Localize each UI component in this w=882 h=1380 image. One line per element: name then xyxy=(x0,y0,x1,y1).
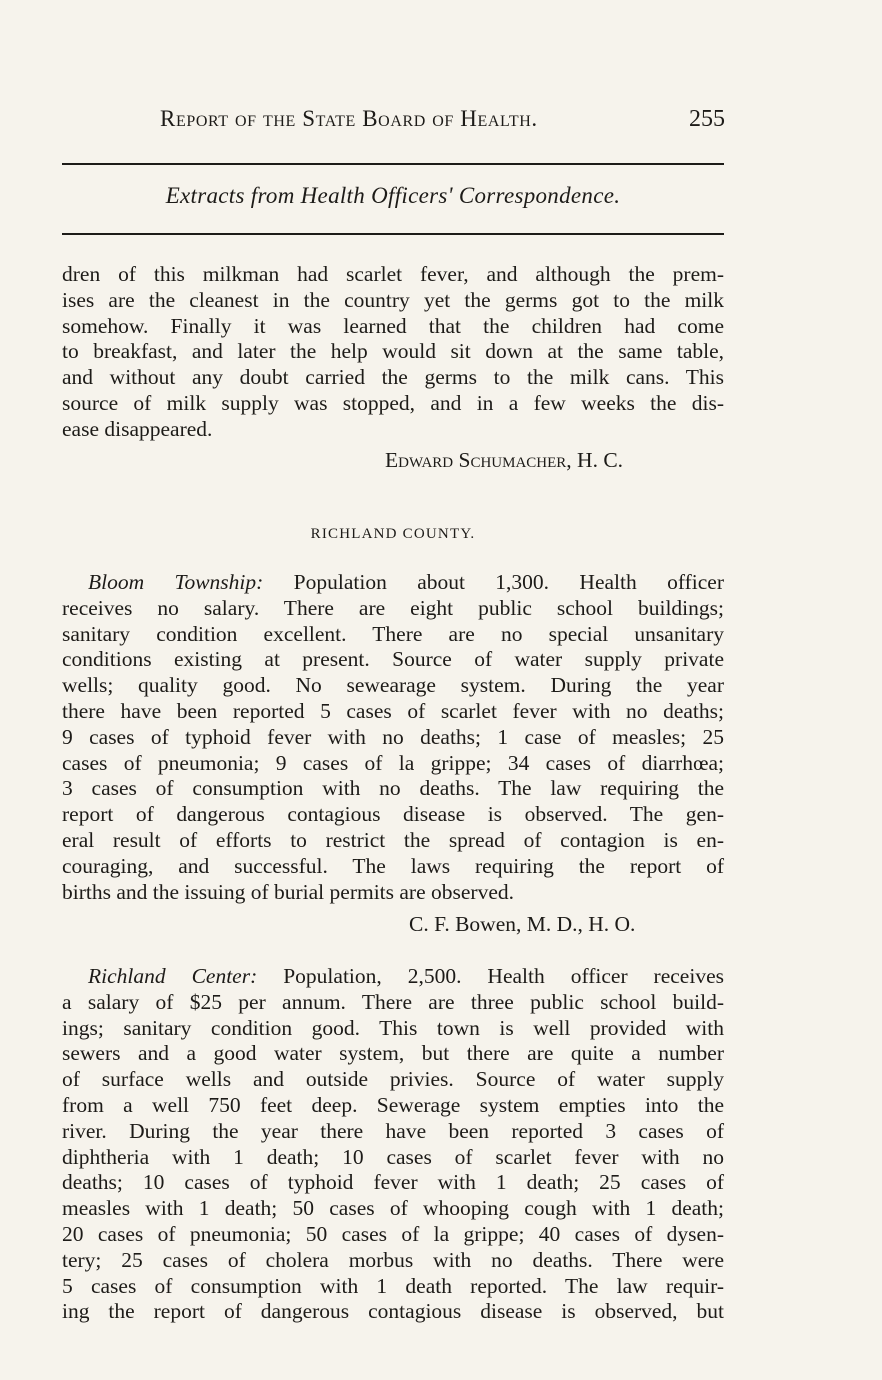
bloom-township-paragraph xyxy=(62,570,724,905)
text-line: river. During the year there have been reported 3 cases of xyxy=(62,1118,724,1143)
county-heading: RICHLAND COUNTY. xyxy=(310,526,476,542)
section-title: Extracts from Health Officers' Correspondence. xyxy=(165,183,621,208)
text-line: ing the report of dangerous contagious disease is observed, but xyxy=(62,1299,724,1324)
text-line xyxy=(62,964,724,990)
running-head xyxy=(160,106,725,138)
place-name: Bloom Township: xyxy=(88,570,264,594)
text-line: 3 cases of consumption with no deaths. The law requiring the xyxy=(62,776,724,801)
header-rule-top xyxy=(62,163,724,165)
first-line-text: Population, 2,500. Health officer receives xyxy=(257,964,724,988)
text-line: dren of this milkman had scarlet fever, and although the prem- xyxy=(62,262,724,286)
text-line: somehow. Finally it was learned that the children had come xyxy=(62,313,724,338)
continued-paragraph xyxy=(62,262,724,443)
text-line xyxy=(62,570,724,596)
text-line: ings; sanitary condition good. This town is well provided with xyxy=(62,1015,724,1040)
text-line: conditions existing at present. Source of water supply private xyxy=(62,647,724,672)
text-line: cases of pneumonia; 9 cases of la grippe; 34 cases of diarrhœa; xyxy=(62,750,724,775)
text-line: tery; 25 cases of cholera morbus with no deaths. There were xyxy=(62,1247,724,1272)
text-line: 5 cases of consumption with 1 death reported. The law requir- xyxy=(62,1273,724,1298)
text-line: receives no salary. There are eight public school buildings; xyxy=(62,595,724,620)
text-line: sewers and a good water system, but there are quite a number xyxy=(62,1041,724,1066)
text-line: sanitary condition excellent. There are no special unsanitary xyxy=(62,621,724,646)
signature-schumacher: Edward Schumacher, H. C. xyxy=(385,448,624,472)
text-line: there have been reported 5 cases of scarlet fever with no deaths; xyxy=(62,698,724,723)
text-line: to breakfast, and later the help would sit down at the same table, xyxy=(62,339,724,364)
text-line: from a well 750 feet deep. Sewerage system empties into the xyxy=(62,1092,724,1117)
first-line-text: Population about 1,300. Health officer xyxy=(263,570,724,594)
text-line: deaths; 10 cases of typhoid fever with 1 death; 25 cases of xyxy=(62,1170,724,1195)
header-rule-bottom xyxy=(62,233,724,235)
text-line: a salary of $25 per annum. There are three public school build- xyxy=(62,989,724,1014)
text-line: eral result of efforts to restrict the spread of contagion is en- xyxy=(62,827,724,852)
text-line: of surface wells and outside privies. Source of water supply xyxy=(62,1067,724,1092)
running-title: Report of the State Board of Health. xyxy=(160,106,538,131)
text-line: ises are the cleanest in the country yet the germs got to the milk xyxy=(62,287,724,312)
text-line: ease disappeared. xyxy=(62,416,213,441)
place-name: Richland Center: xyxy=(88,964,258,988)
richland-center-paragraph xyxy=(62,964,724,1325)
text-line: births and the issuing of burial permits are observed. xyxy=(62,879,514,904)
text-line: diphtheria with 1 death; 10 cases of scarlet fever with no xyxy=(62,1144,724,1169)
text-line: and without any doubt carried the germs to the milk cans. This xyxy=(62,365,724,390)
text-line: measles with 1 death; 50 cases of whooping cough with 1 death; xyxy=(62,1196,724,1221)
text-line: couraging, and successful. The laws requiring the report of xyxy=(62,853,724,878)
text-line: report of dangerous contagious disease is observed. The gen- xyxy=(62,802,724,827)
text-line: source of milk supply was stopped, and in a few weeks the dis- xyxy=(62,390,724,415)
text-line: wells; quality good. No sewearage system. During the year xyxy=(62,673,724,698)
text-line: 20 cases of pneumonia; 50 cases of la grippe; 40 cases of dysen- xyxy=(62,1221,724,1246)
signature-bowen: C. F. Bowen, M. D., H. O. xyxy=(409,912,636,936)
page-number: 255 xyxy=(689,106,725,132)
text-line: 9 cases of typhoid fever with no deaths; 1 case of measles; 25 xyxy=(62,724,724,749)
